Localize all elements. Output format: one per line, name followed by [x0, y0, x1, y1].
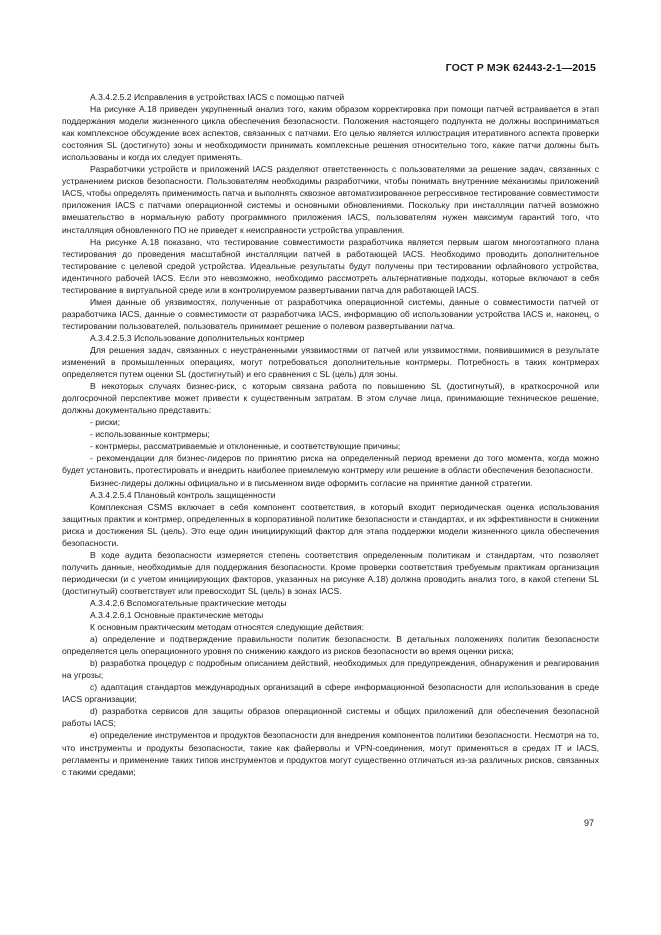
paragraph: На рисунке А.18 приведен укрупненный анализ того, каким образом корректировка при помощи патчей встраивается в этап поддержания модели жизненного цикла обеспечения безопасности. Положения настоящего подпункта не должны восприниматься как комплексное обсуждение всех аспектов, связанных с патчами. Его целью является иллюстрация итеративного аспекта проверки состояния SL (достигнуто) зоны и необходимости принимать комплексные решения относительно того, какие патчи должны быть использованы и когда их следует применять. [62, 104, 599, 163]
section-heading: А.3.4.2.6.1 Основные практические методы [90, 610, 264, 621]
paragraph: На рисунке А.18 показано, что тестирование совместимости разработчика является первым шагом многоэтапного плана тестирования до проведения масштабной инсталляции патчей в работающей IACS. Необходимо проводить дополнительное тестирование с целевой средой устройства. Идеальные результаты будут получены при тестировании офлайнового устройства, идентичного рабочей IACS. Если это невозможно, необходимо рассмотреть альтернативные подходы, которые включают в себя тестирование в виртуальной среде или в контролируемом развертывании патча для работающей IACS. [62, 236, 599, 295]
section-heading: А.3.4.2.5.2 Исправления в устройствах IACS с помощью патчей [90, 92, 345, 102]
page-number: 97 [583, 818, 594, 828]
paragraph: Комплексная CSMS включает в себя компонент соответствия, в который входит периодическая оценка использования защитных практик и контрмер, определенных в корпоративной политике безопасности и стандартах, и их эффективности в снижении риска и достижения SL (цель). Это еще один инициирующий фактор для этапа поддержки модели жизненного цикла обеспечения безопасности. [62, 501, 599, 548]
section-heading: А.3.4.2.6 Вспомогательные практические методы [90, 597, 287, 608]
paragraph: В некоторых случаях бизнес-риск, с которым связана работа по повышению SL (достигнутый), в краткосрочной или долгосрочной перспективе может привести к существенным затратам. В этом случае лица, принимающие техническое решение, должны документально представить: [62, 381, 599, 416]
paragraph: В ходе аудита безопасности измеряется степень соответствия определенным политикам и стандартам, что позволяет получить данные, необходимые для поддержания безопасности. Кроме проверки соответствия требуемым практикам организация периодически (и с учетом инициирующих факторов, указанных на рисунке А.18) должна проводить анализ того, в какой степени SL (достигнутый) соответствует или превосходит SL (цель) в зонах IACS. [62, 549, 599, 596]
paragraph: Разработчики устройств и приложений IACS разделяют ответственность с пользователями за решение задач, связанных с устранением рисков безопасности. Пользователям необходимы разработчики, чтобы понимать внутренние механизмы приложений IACS, чтобы определять применимость патча и выполнять сквозное автоматизированное регрессивное тестирование совместимости приложения IACS с патчами операционной системы и основными обновлениями. Поскольку при инсталляции патчей возможно вмешательство в нормальную работу программного приложения IACS, пользователям нужен максимум гарантий того, что инсталляция обновленного ПО не приведет к неисправности устройства управления. [62, 164, 599, 235]
paragraph: Бизнес-лидеры должны официально и в письменном виде оформить согласие на принятие данной стратегии. [90, 477, 533, 488]
list-item: a) определение и подтверждение правильности политик безопасности. В детальных положениях политик безопасности определяется цель операционного уровня по снижению каждого из рисков безопасности во время оценки риска; [62, 634, 599, 657]
list-item: - рекомендации для бизнес-лидеров по принятию риска на определенный период времени до того момента, когда можно будет установить, протестировать и внедрить наиболее приемлемую контрмеру или решение в области обеспечения безопасности. [62, 453, 599, 476]
list-item: c) адаптация стандартов международных организаций в сфере информационной безопасности для использования в среде IACS организации; [62, 682, 599, 705]
list-item: - риски; [90, 417, 121, 428]
section-heading: А.3.4.2.5.4 Плановый контроль защищенности [90, 489, 276, 500]
list-item: e) определение инструментов и продуктов безопасности для внедрения компонентов политики безопасности. Несмотря на то, что инструменты и продукты безопасности, такие как файерволы и VPN-соединения, могут применяться в средах IT и IACS, регламенты и применение таких типов инструментов и продуктов могут существенно отличаться из-за различных рисков, связанных с такими средами; [62, 730, 599, 777]
list-item: - контрмеры, рассматриваемые и отклоненные, и соответствующие причины; [90, 441, 401, 452]
paragraph: Имея данные об уязвимостях, полученные от разработчика операционной системы, данные о совместимости патчей от разработчика IACS, данные о совместимости от разработчика IACS, информацию об использовании устройства IACS и, наконец, о тестировании пользователей, пользователь принимает решение о полевом развертывании патча. [62, 296, 599, 331]
paragraph: Для решения задач, связанных с неустраненными уязвимостями от патчей или уязвимостями, появившимися в результате изменений в промышленных операциях, могут потребоваться дополнительные контрмеры. Потребность в таких контрмерах определяется путем оценки SL (достигнутый) и его сравнения с SL (цель) для зоны. [62, 344, 599, 380]
document-body [62, 91, 599, 778]
section-heading: А.3.4.2.5.3 Использование дополнительных контрмер [90, 332, 305, 343]
list-item: - использованные контрмеры; [90, 429, 210, 440]
list-item: d) разработка сервисов для защиты образов операционной системы и общих приложений для обеспечения безопасной работы IACS; [62, 706, 599, 729]
list-item: b) разработка процедур с подробным описанием действий, необходимых для предупреждения, обнаружения и реагирования на угрозы; [62, 658, 599, 681]
paragraph: К основным практическим методам относятся следующие действия: [90, 622, 365, 633]
standard-header: ГОСТ Р МЭК 62443-2-1—2015 [445, 62, 596, 74]
